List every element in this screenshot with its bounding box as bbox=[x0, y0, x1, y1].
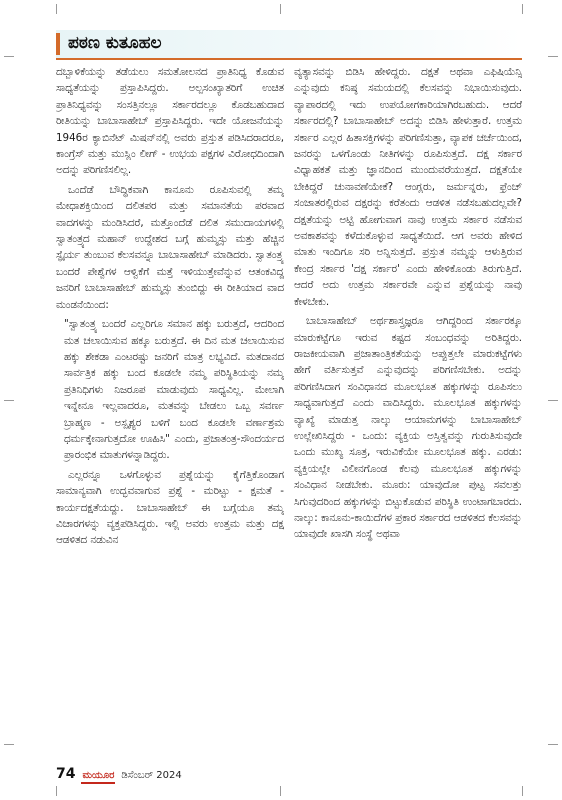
paragraph: ವ್ಯತ್ಯಾಸವನ್ನು ಬಿಡಿಸಿ ಹೇಳಿದ್ದರು. ದಕ್ಷತೆ ಅಥವಾ ಎಫಿಷಿಯೆನ್ಸಿ ಎನ್ನುವುದು ಕನಿಷ್ಠ ಸಮಯದಲ್ಲಿ ಕೆಲಸವನ್ನು ನಿಭಾಯಿಸುವುದು. ವ್ಯಾಪಾರದಲ್ಲಿ ಇದು ಉಪಯೋಗಕಾರಿಯಾಗಿರಬಹುದು. ಆದರೆ ಸರ್ಕಾರದಲ್ಲಿ? ಬಾಬಾಸಾಹೇಬ್ ಅದನ್ನು ಬಿಡಿಸಿ ಹೇಳುತ್ತಾರೆ. ಉತ್ತಮ ಸರ್ಕಾರ ಎಲ್ಲರ ಹಿತಾಸಕ್ತಿಗಳನ್ನು ಪರಿಗಣಿಸುತ್ತಾ, ವ್ಯಾಪಕ ಚರ್ಚೆಯಿಂದ, ಜನರನ್ನು ಒಳಗೊಂಡು ನೀತಿಗಳನ್ನು ರೂಪಿಸುತ್ತದೆ. ದಕ್ಷ ಸರ್ಕಾರ ವಿಧ್ವಾಹಕತೆ ಮತ್ತು ಜ್ಞಾನದಿಂದ ಮುಂದುವರೆಯುತ್ತದೆ. ದಕ್ಷತೆಯೇ ಬೇಕಿದ್ದರೆ ಚುನಾವಣೆಯೇಕೆ? ಆಂಗ್ಲರು, ಜರ್ಮನ್ನರು, ಫ್ರೆಂಚ್ ಸಂಜಾತರಲ್ಲಿರುವ ದಕ್ಷರನ್ನು ಕರೆತಂದು ಆಡಳಿತ ನಡೆಸಬಹುದಲ್ಲವೇ? ದಕ್ಷತೆಯನ್ನು ಅಟ್ಟಿ ಹೋಗುವಾಗ ನಾವು ಉತ್ತಮ ಸರ್ಕಾರ ನಡೆಸುವ ಅವಕಾಶವನ್ನು ಕಳೆದುಕೊಳ್ಳುವ ಸಾಧ್ಯತೆಯಿದೆ. ಆಗ ಅವರು ಹೇಳಿದ ಮಾತು ಇಂದಿಗೂ ಸರಿ ಅನ್ನಿಸುತ್ತದೆ. ಪ್ರಸ್ತುತ ನಮ್ಮನ್ನು ಆಳುತ್ತಿರುವ ಕೇಂದ್ರ ಸರ್ಕಾರ 'ದಕ್ಷ ಸರ್ಕಾರ' ಎಂದು ಹೇಳಿಕೊಂಡು ತಿರುಗುತ್ತಿದೆ. ಆದರೆ ಅದು ಉತ್ತಮ ಸರ್ಕಾರವೇ ಎನ್ನುವ ಪ್ರಶ್ನೆಯನ್ನು ನಾವು ಕೇಳಬೇಕು. bbox=[294, 66, 522, 308]
crop-mark bbox=[280, 4, 281, 14]
crop-mark bbox=[280, 786, 281, 796]
paragraph: ಒಂದೆಡೆ ಬೌದ್ಧಿಕವಾಗಿ ಕಾನೂನು ರೂಪಿಸುವಲ್ಲಿ ತಮ್ಮ ಮೇಧಾಶಕ್ತಿಯಿಂದ ದಲಿತಪರ ಮತ್ತು ಸಮಾನತೆಯ ಪರವಾದ ವಾದಗಳನ್ನು ಮಂಡಿಸಿದರೆ, ಮತ್ತೊಂದೆಡೆ ದಲಿತ ಸಮುದಾಯಗಳಲ್ಲಿ ಸ್ವಾತಂತ್ರ್ಯದ ಮಹಾನ್ ಉದ್ದೇಶದ ಬಗ್ಗೆ ಹುಮ್ಮಸ್ಸು ಮತ್ತು ಹೆಚ್ಚಿನ ಸ್ಫೈರ್ಯ ತುಂಬುವ ಕೆಲಸವನ್ನೂ ಬಾಬಾಸಾಹೇಬ್ ಮಾಡಿದರು. ಸ್ವಾತಂತ್ರ್ಯ ಬಂದರೆ ಪೇಶ್ವೆಗಳ ಆಳ್ವಿಕೆಗೆ ಮತ್ತೆ ಇಳಿಯುತ್ತೇವೆನ್ನುವ ಆತಂಕವಿದ್ದ ಜನರಿಗೆ ಬಾಬಾಸಾಹೇಬ್ ಹುಮ್ಮಸ್ಸು ತುಂಬಿದ್ದು ಈ ರೀತಿಯಾದ ವಾದ ಮಂಡನೆಯಿಂದ: bbox=[56, 183, 284, 311]
crop-mark bbox=[522, 786, 523, 796]
crop-mark bbox=[548, 400, 558, 401]
crop-mark bbox=[4, 744, 14, 745]
crop-mark bbox=[522, 4, 523, 14]
paragraph: "ಸ್ವಾತಂತ್ರ್ಯ ಬಂದರೆ ಎಲ್ಲರಿಗೂ ಸಮಾನ ಹಕ್ಕು ಬರುತ್ತದೆ, ಆದರಿಂದ ಮತ ಚಲಾಯಿಸುವ ಹಕ್ಕೂ ಬರುತ್ತದೆ. ಈ ದಿನ ಮತ ಚಲಾಯಿಸುವ ಹಕ್ಕು ಶೇಕಡಾ ಎಂಟರಷ್ಟು ಜನರಿಗೆ ಮಾತ್ರ ಲಭ್ಯವಿದೆ. ಮತದಾನದ ಸಾರ್ವತ್ರಿಕ ಹಕ್ಕು ಬಂದ ಕೂಡಲೇ ನಮ್ಮ ಪರಿಸ್ಥಿತಿಯನ್ನು ನಮ್ಮ ಪ್ರತಿನಿಧಿಗಳು ನಿಜರೂಪ ಮಾಡುವುದು ಸಾಧ್ಯವಿಲ್ಲ. ಮೇಲಾಗಿ ಇನ್ನೇನೂ ಇಲ್ಲವಾದರೂ, ಮತವನ್ನು ಬೇಡಲು ಒಬ್ಬ ಸವರ್ಣ ಬ್ರಾಹ್ಮಣ - ಅಸ್ಪೃಶ್ಯರ ಬಳಿಗೆ ಬಂದ ಕೂಡಲೇ ವರ್ಣಾಶ್ರಮ ಧರ್ಮಕ್ಕೇನಾಗುತ್ತದೋ ಊಹಿಸಿ" ಎಂದು, ಪ್ರಜಾತಂತ್ರ-ಸೌಂದರ್ಯದ ಪ್ರಾರಂಭಿಕ ಮಾತುಗಳನ್ನಾಡಿದ್ದರು. bbox=[64, 318, 284, 462]
text-column-right bbox=[294, 64, 522, 764]
header-accent-bar bbox=[56, 33, 60, 55]
paragraph: ಬಾಬಾಸಾಹೇಬ್ ಅರ್ಥಶಾಸ್ತ್ರಜ್ಞರೂ ಆಗಿದ್ದರಿಂದ ಸರ್ಕಾರಕ್ಕೂ ಮಾರುಕಟ್ಟೆಗೂ ಇರುವ ಕಷ್ಟದ ಸಂಬಂಧವನ್ನು ಅರಿತಿದ್ದರು. ರಾಜಕೀಯವಾಗಿ ಪ್ರಜಾತಾಂತ್ರಿಕತೆಯನ್ನು ಅಪ್ಪುತ್ತಲೇ ಮಾರುಕಟ್ಟೆಗಳು ಹೇಗೆ ವರ್ತಿಸುತ್ತವೆ ಎನ್ನುವುದನ್ನು ಪರಿಗಣಿಸಬೇಕು. ಅದನ್ನು ಪರಿಗಣಿಸಿದಾಗ ಸಂವಿಧಾನದ ಮೂಲಭೂತ ಹಕ್ಕುಗಳನ್ನು ರೂಪಿಸಲು ಸಾಧ್ಯವಾಗುತ್ತದೆ ಎಂದು ವಾದಿಸಿದ್ದರು. ಮೂಲಭೂತ ಹಕ್ಕುಗಳನ್ನು ವ್ಯಾಖ್ಯೆ ಮಾಡುತ್ತ ನಾಲ್ಕು ಆಯಾಮಗಳನ್ನು ಬಾಬಾಸಾಹೇಬ್ ಉಲ್ಲೇಖಿಸಿದ್ದರು - ಒಂದು: ವ್ಯಕ್ತಿಯ ಅಸ್ತಿತ್ವವನ್ನು ಗುರುತಿಸುವುದೇ ಒಂದು ಮುಖ್ಯ ಸೂತ್ರ, ಇರುವಿಕೆಯೇ ಮೂಲಭೂತ ಹಕ್ಕು. ಎರಡು: ವ್ಯಕ್ತಿಯಲ್ಲೇ ವಿಲೀನಗೊಂಡ ಕೆಲವು ಮೂಲಭೂತ ಹಕ್ಕುಗಳನ್ನು ಸಂವಿಧಾನ ನೀಡಬೇಕು. ಮೂರು: ಯಾವುದೋ ಪುಟ್ಟ ಸವಲತ್ತು ಸಿಗುವುದರಿಂದ ಹಕ್ಕುಗಳನ್ನು ಬಿಟ್ಟುಕೊಡುವ ಪರಿಸ್ಥಿತಿ ಉಂಟಾಗಬಾರದು. ನಾಲ್ಕು: ಕಾನೂನು-ಕಾಯಿದೆಗಳ ಪ್ರಕಾರ ಸರ್ಕಾರದ ಆಡಳಿತದ ಕೆಲಸವನ್ನು ಯಾವುದೇ ಖಾಸಗಿ ಸಂಸ್ಥೆ ಅಥವಾ bbox=[294, 315, 522, 541]
page-footer bbox=[56, 766, 182, 786]
crop-mark bbox=[548, 56, 558, 57]
article-body bbox=[56, 64, 522, 764]
paragraph: ದಬ್ಬಾಳಿಕೆಯನ್ನು ತಡೆಯಲು ಸಮತೋಲನದ ಪ್ರಾತಿನಿಧ್ಯ ಕೊಡುವ ಸಾಧ್ಯತೆಯನ್ನು ಪ್ರಸ್ತಾಪಿಸಿದ್ದರು. ಅಲ್ಪಸಂಖ್ಯಾತರಿಗೆ ಉಚಿತ ಪ್ರಾತಿನಿಧ್ಯವನ್ನು ಸಂಸತ್ತಿನಲ್ಲೂ ಸರ್ಕಾರದಲ್ಲೂ ಕೊಡಬಹುದಾದ ರೀತಿಯನ್ನು ಬಾಬಾಸಾಹೇಬ್ ಪ್ರಸ್ತಾಪಿಸಿದ್ದರು. ಇದೇ ಯೋಜನೆಯನ್ನು 1946ರ ಕ್ಯಾಬಿನೆಟ್ ಮಿಷನ್‌ನಲ್ಲಿ ಅವರು ಪ್ರಸ್ತುತ ಪಡಿಸಿದರಾದರೂ, ಕಾಂಗ್ರೆಸ್ ಮತ್ತು ಮುಸ್ಲಿಂ ಲೀಗ್ - ಉಭಯ ಪಕ್ಷಗಳ ವಿರೋಧದಿಂದಾಗಿ ಅದನ್ನು ಪರಿಗಣಿಸಲಿಲ್ಲ. bbox=[56, 66, 284, 177]
paragraph: ಎಲ್ಲರನ್ನೂ ಒಳಗೊಳ್ಳುವ ಪ್ರಶ್ನೆಯನ್ನು ಕೈಗೆತ್ತಿಕೊಂಡಾಗ ಸಾಮಾನ್ಯವಾಗಿ ಉದ್ಭವವಾಗುವ ಪ್ರಶ್ನೆ - ಮರಿಟ್ಟು - ಕ್ಷಮತೆ - ಕಾರ್ಯದಕ್ಷತೆಯದ್ದು. ಬಾಬಾಸಾಹೇಬ್ ಈ ಬಗ್ಗೆಯೂ ತಮ್ಮ ವಿಚಾರಗಳನ್ನು ವ್ಯಕ್ತಪಡಿಸಿದ್ದರು. ಇಲ್ಲಿ ಅವರು ಉತ್ತಮ ಮತ್ತು ದಕ್ಷ ಆಡಳಿತದ ನಡುವಿನ bbox=[56, 468, 284, 547]
crop-mark bbox=[56, 4, 57, 14]
crop-mark bbox=[4, 56, 14, 57]
crop-mark bbox=[548, 744, 558, 745]
magazine-logo: ಮಯೂರ bbox=[81, 770, 115, 784]
section-header bbox=[56, 30, 522, 60]
text-column-left bbox=[56, 64, 284, 764]
crop-mark bbox=[4, 400, 14, 401]
page-number: 74 bbox=[56, 766, 76, 782]
issue-date: ಡಿಸೆಂಬರ್ 2024 bbox=[121, 770, 182, 781]
crop-mark bbox=[56, 786, 57, 796]
section-title: ಪಠಣ ಕುತೂಹಲ bbox=[68, 33, 162, 53]
